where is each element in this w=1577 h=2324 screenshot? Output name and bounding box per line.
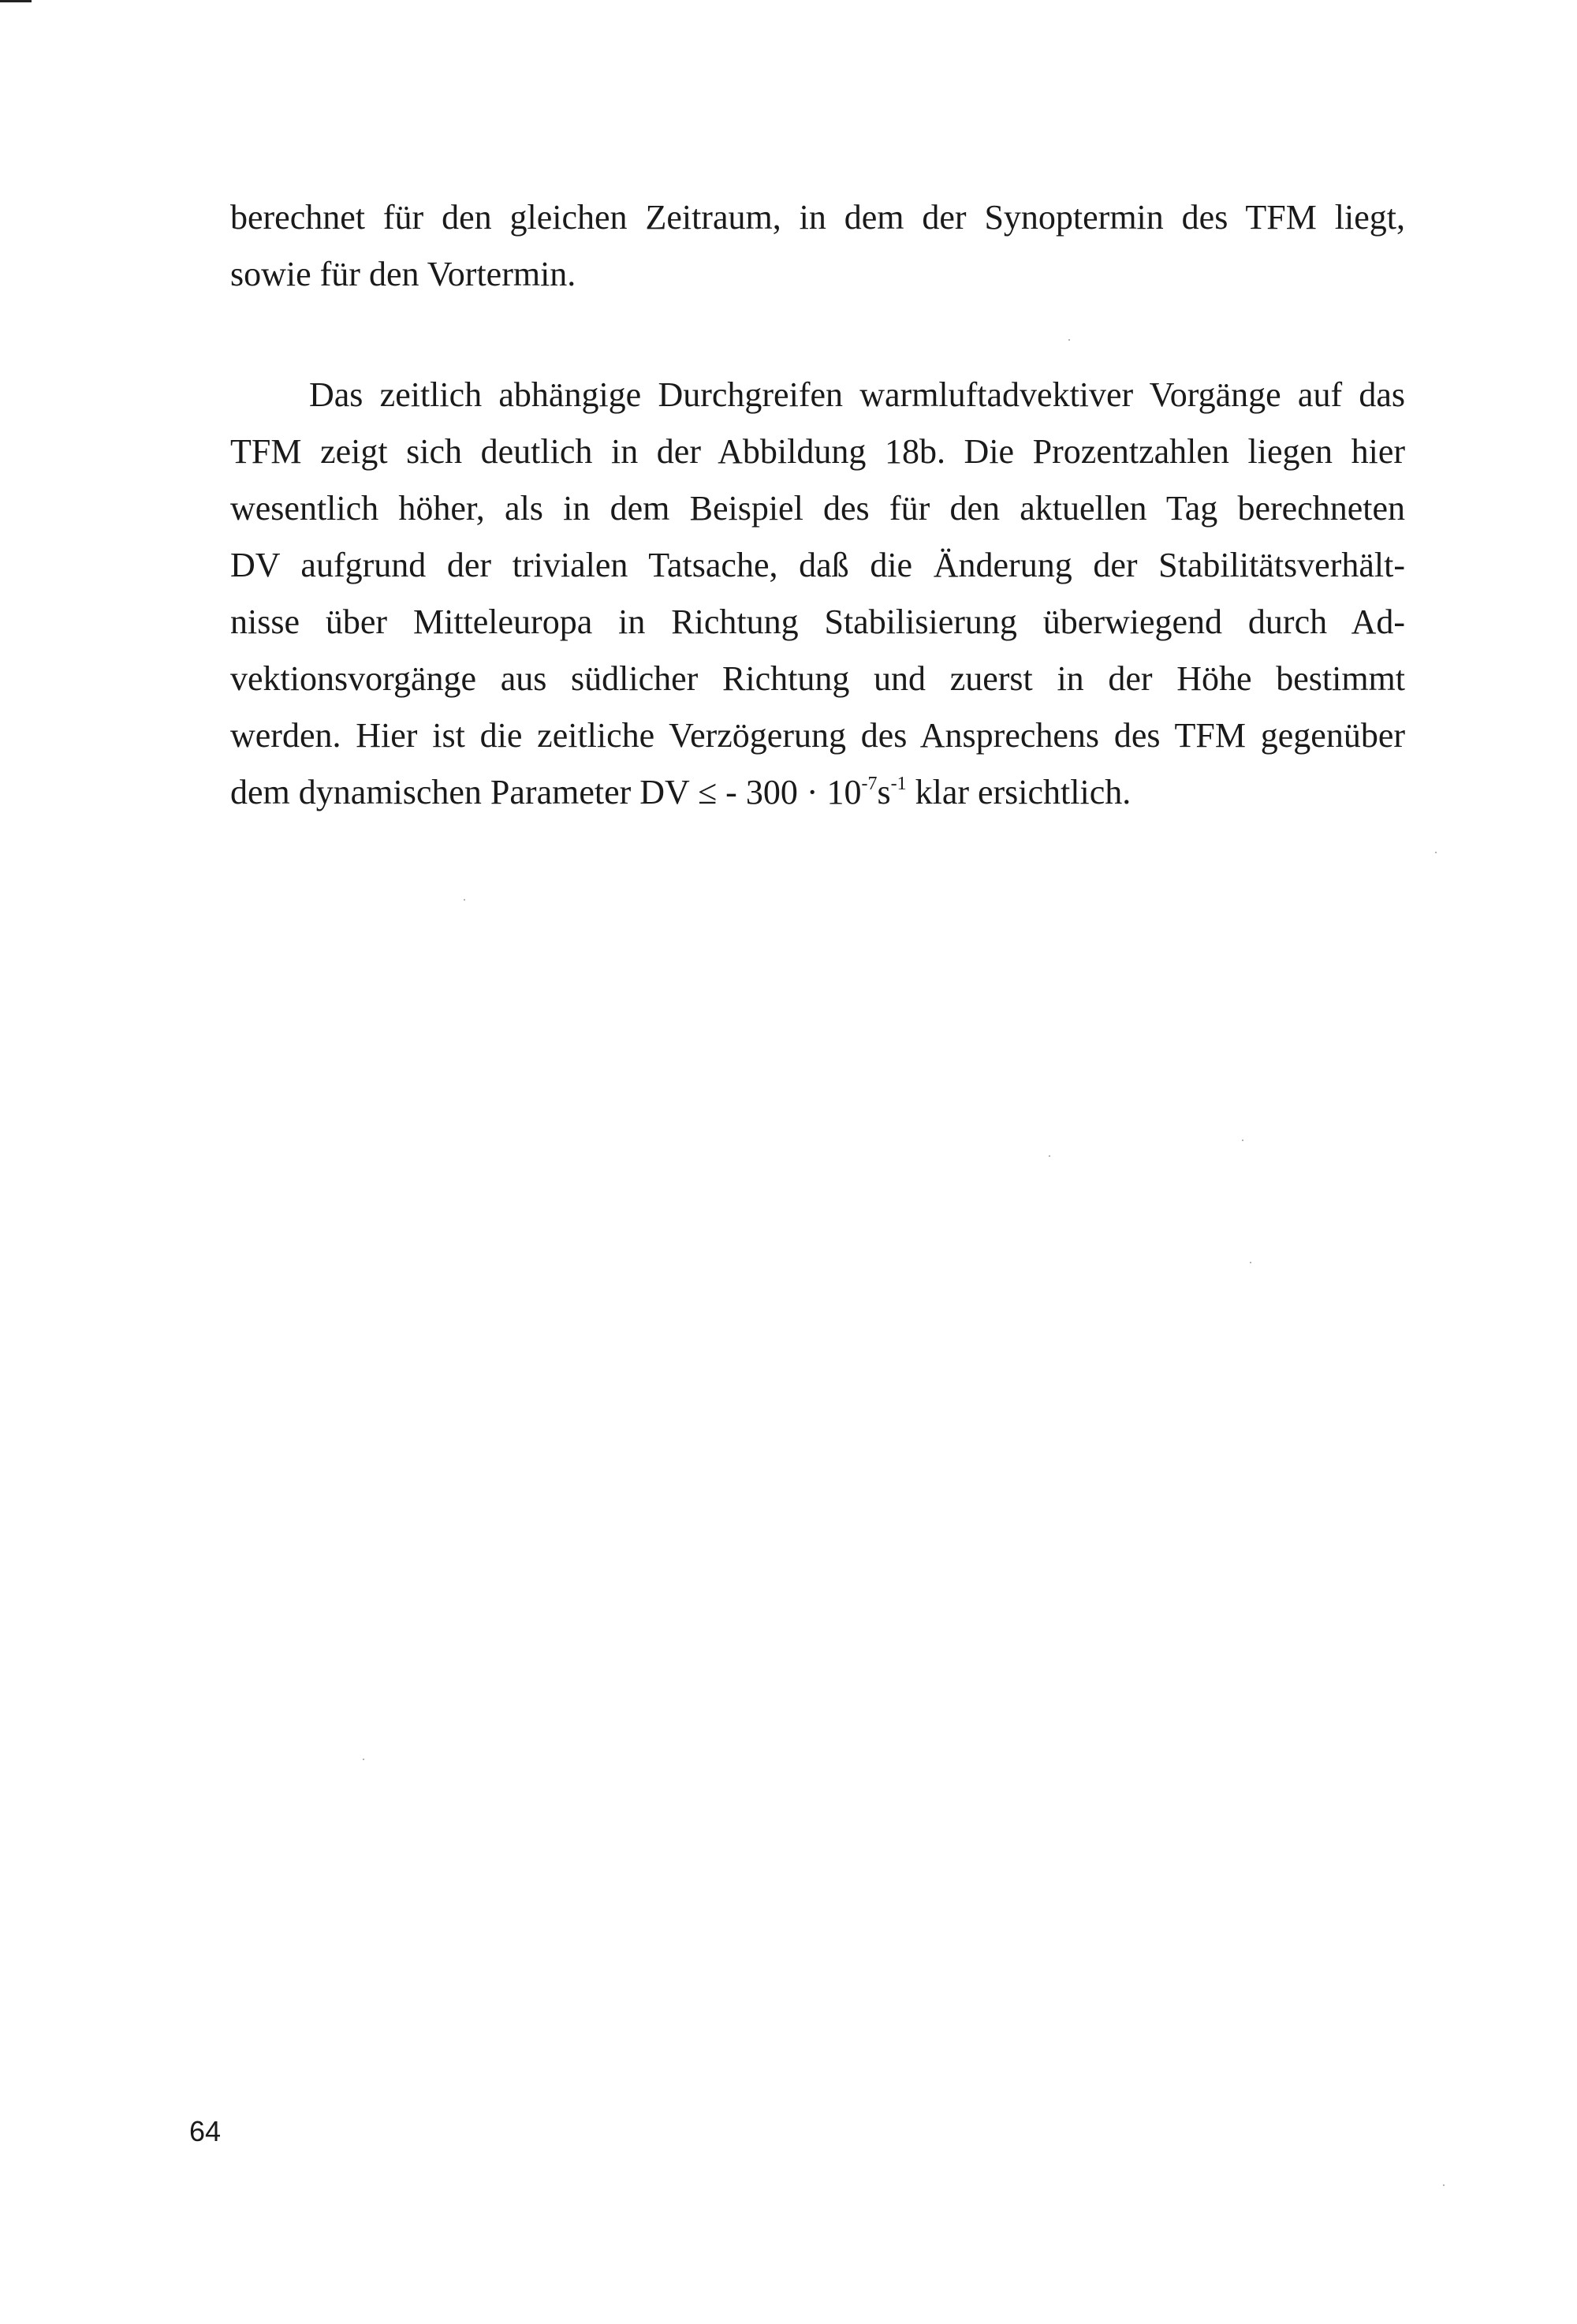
scan-speck <box>1068 339 1070 341</box>
scan-speck <box>1049 1155 1050 1157</box>
scan-speck <box>1242 1140 1243 1141</box>
formula-prefix: dem dynamischen Parameter DV ≤ - 300 · 10 <box>230 773 862 811</box>
scan-speck <box>464 899 465 901</box>
paragraph-2-line-4: DV aufgrund der trivialen Tatsache, daß die Änderung der Stabilitätsverhält- <box>230 546 1405 584</box>
formula-suffix: klar ersichtlich. <box>906 773 1131 811</box>
paragraph-2-line-6: vektionsvorgänge aus südlicher Richtung und zuerst in der Höhe bestimmt <box>230 659 1405 698</box>
page-number: 64 <box>189 2115 222 2147</box>
paragraph-2-line-7: werden. Hier ist die zeitliche Verzögerung des Ansprechens des TFM gegenüber <box>230 716 1405 755</box>
scan-speck <box>1443 2184 1445 2186</box>
paragraph-1 <box>230 189 1405 303</box>
paragraph-2-line-3: wesentlich höher, als in dem Beispiel des für den aktuellen Tag berechneten <box>230 489 1405 528</box>
paragraph-1-line-2: sowie für den Vortermin. <box>230 255 576 293</box>
paragraph-2-line-5: nisse über Mitteleuropa in Richtung Stabilisierung überwiegend durch Ad- <box>230 602 1405 641</box>
paragraph-2-line-8 <box>230 764 1405 821</box>
formula-exponent-1: -7 <box>861 774 878 794</box>
scan-corner-mark <box>0 0 32 2</box>
paragraph-2-line-1: Das zeitlich abhängige Durchgreifen warmluftadvektiver Vorgänge auf das <box>309 375 1405 414</box>
paragraph-1-line-1: berechnet für den gleichen Zeitraum, in dem der Synoptermin des TFM liegt, <box>230 198 1405 237</box>
paragraph-2-line-2: TFM zeigt sich deutlich in der Abbildung 18b. Die Prozentzahlen liegen hier <box>230 432 1405 471</box>
scan-speck <box>1250 1262 1251 1263</box>
paragraph-2 <box>230 367 1405 821</box>
scan-speck <box>1435 852 1437 853</box>
formula-exponent-2: -1 <box>890 774 907 794</box>
scan-speck <box>363 1759 364 1760</box>
formula-unit: s <box>877 773 891 811</box>
